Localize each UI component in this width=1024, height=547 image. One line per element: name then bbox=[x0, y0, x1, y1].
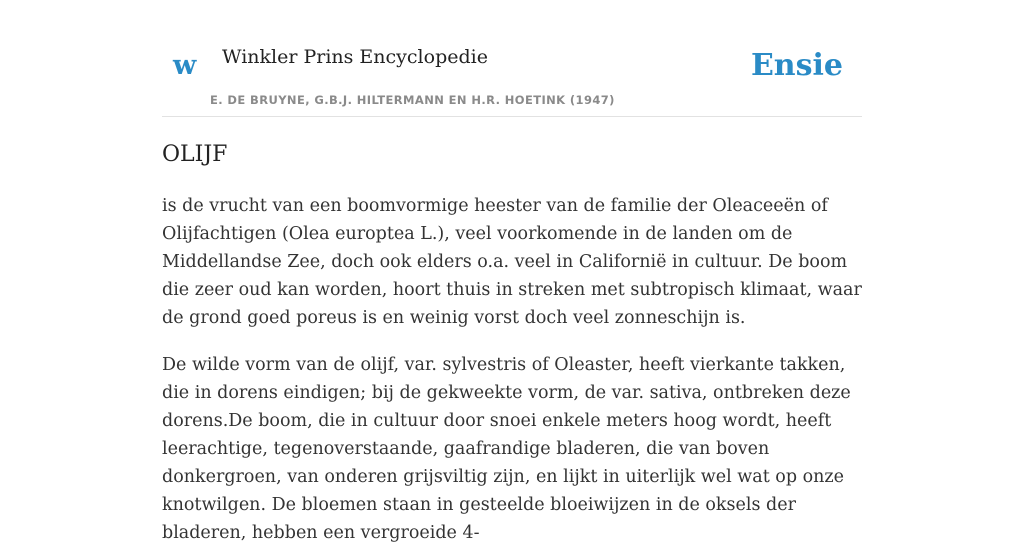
ensie-logo[interactable]: Ensie bbox=[750, 48, 843, 83]
author-byline: E. DE BRUYNE, G.B.J. HILTERMANN EN H.R. HOETINK (1947) bbox=[210, 93, 615, 107]
article-title: OLIJF bbox=[162, 142, 228, 167]
winkler-prins-logo[interactable]: w bbox=[173, 50, 197, 81]
article-paragraph: is de vrucht van een boomvormige heester van de familie der Oleaceeën of Olijfachtigen (Olea europtea L.), veel voorkomende in de landen om de Middellandse Zee, doch ook elders o.a. veel in Californië in cultuur. De boom die zeer oud kan worden, hoort thuis in streken met subtropisch klimaat, waar de grond goed poreus is en weinig vorst doch veel zonneschijn is. bbox=[162, 196, 862, 328]
site-title[interactable]: Winkler Prins Encyclopedie bbox=[222, 46, 488, 68]
site-header bbox=[162, 0, 862, 117]
article-paragraph: De wilde vorm van de olijf, var. sylvestris of Oleaster, heeft vierkante takken, die in dorens eindigen; bij de gekweekte vorm, de var. sativa, ontbreken deze dorens.De boom, die in cultuur door snoei enkele meters hoog wordt, heeft leerachtige, tegenoverstaande, gaafrandige bladeren, die van boven donkergroen, van onderen grijsviltig zijn, en lijkt in uiterlijk wel wat op onze knotwilgen. De bloemen staan in gesteelde bloeiwijzen in de oksels der bladeren, hebben een vergroeide 4- bbox=[162, 355, 851, 543]
article bbox=[162, 140, 866, 547]
